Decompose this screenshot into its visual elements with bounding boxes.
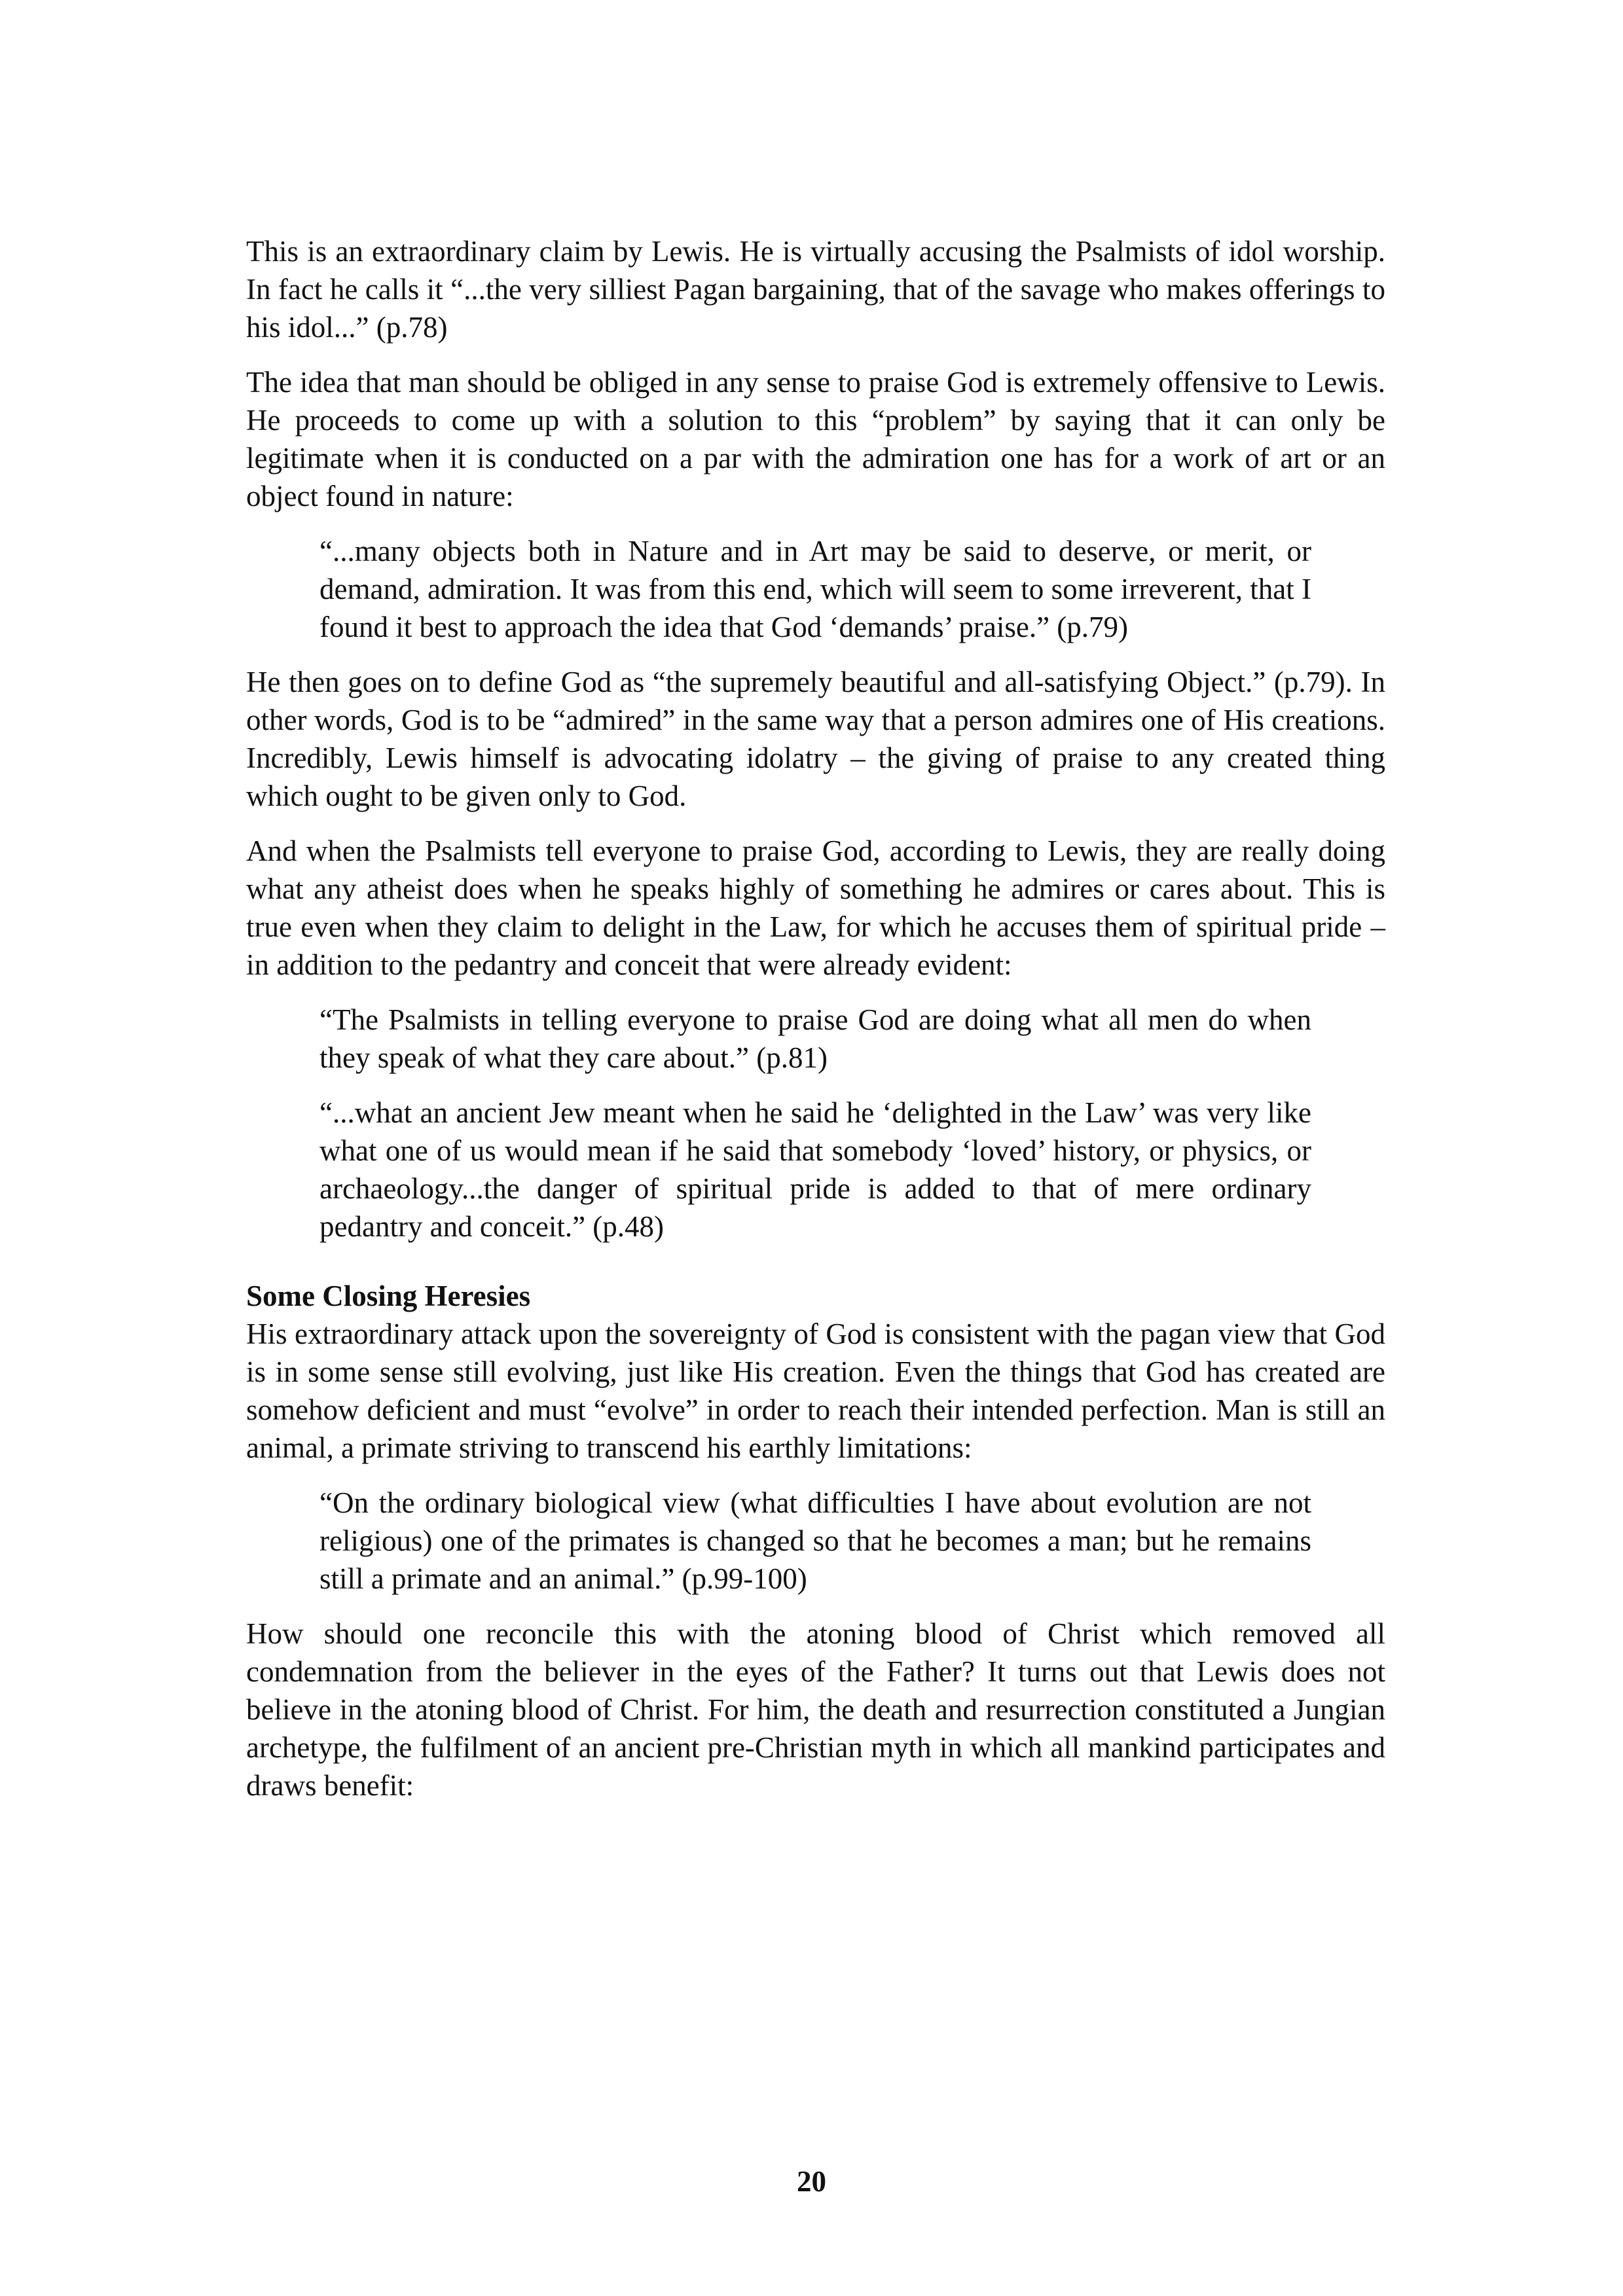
- block-quote-primate: “On the ordinary biological view (what difficulties I have about evolution are not religious) one of the primates is changed so that he becomes a man; but he remains still a primate and an animal.” (p.99-100): [319, 1486, 1311, 1595]
- page-body: [246, 232, 1385, 1821]
- paragraph-praise-offensive: The idea that man should be obliged in any sense to praise God is extremely offensive to Lewis. He proceeds to come up with a solution to this “problem” by saying that it can only be legitimate when it is conducted on a par with the admiration one has for a work of art or an object found in nature:: [246, 366, 1385, 512]
- paragraph-psalmists-atheist: And when the Psalmists tell everyone to praise God, according to Lewis, they are really doing what any atheist does when he speaks highly of something he admires or cares about. This is true even when they claim to delight in the Law, for which he accuses them of spiritual pride – in addition to the pedantry and conceit that were already evident:: [246, 834, 1385, 981]
- block-quote-psalmists: “The Psalmists in telling everyone to praise God are doing what all men do when they speak of what they care about.” (p.81): [319, 1003, 1311, 1074]
- section-heading: Some Closing Heresies: [246, 1280, 531, 1312]
- paragraph-evolving-god: His extraordinary attack upon the sovereignty of God is consistent with the pagan view that God is in some sense still evolving, just like His creation. Even the things that God has created are somehow deficient and must “evolve” in order to reach their intended perfection. Man is still an animal, a primate striving to transcend his earthly limitations:: [246, 1318, 1385, 1464]
- block-quote-delighted-in-law: “...what an ancient Jew meant when he said he ‘delighted in the Law’ was very like what one of us would mean if he said that somebody ‘loved’ history, or physics, or archaeology...the danger of spiritual pride is added to that of mere ordinary pedantry and conceit.” (p.48): [319, 1096, 1311, 1243]
- paragraph-atoning-blood: How should one reconcile this with the atoning blood of Christ which removed all condemnation from the believer in the eyes of the Father? It turns out that Lewis does not believe in the atoning blood of Christ. For him, the death and resurrection constituted a Jungian archetype, the fulfilment of an ancient pre-Christian myth in which all mankind participates and draws benefit:: [246, 1617, 1385, 1802]
- paragraph-god-as-object: He then goes on to define God as “the supremely beautiful and all-satisfying Object.” (p.79). In other words, God is to be “admired” in the same way that a person admires one of His creations. Incredibly, Lewis himself is advocating idolatry – the giving of praise to any created thing which ought to be given only to God.: [246, 666, 1385, 812]
- page-number: 20: [797, 2165, 826, 2198]
- paragraph-idol-worship-claim: This is an extraordinary claim by Lewis. He is virtually accusing the Psalmists of idol worship. In fact he calls it “...the very silliest Pagan bargaining, that of the savage who makes offerings to his idol...” (p.78): [246, 235, 1385, 344]
- block-quote-admiration: “...many objects both in Nature and in Art may be said to deserve, or merit, or demand, admiration. It was from this end, which will seem to some irreverent, that I found it best to approach the idea that God ‘demands’ praise.” (p.79): [319, 535, 1311, 643]
